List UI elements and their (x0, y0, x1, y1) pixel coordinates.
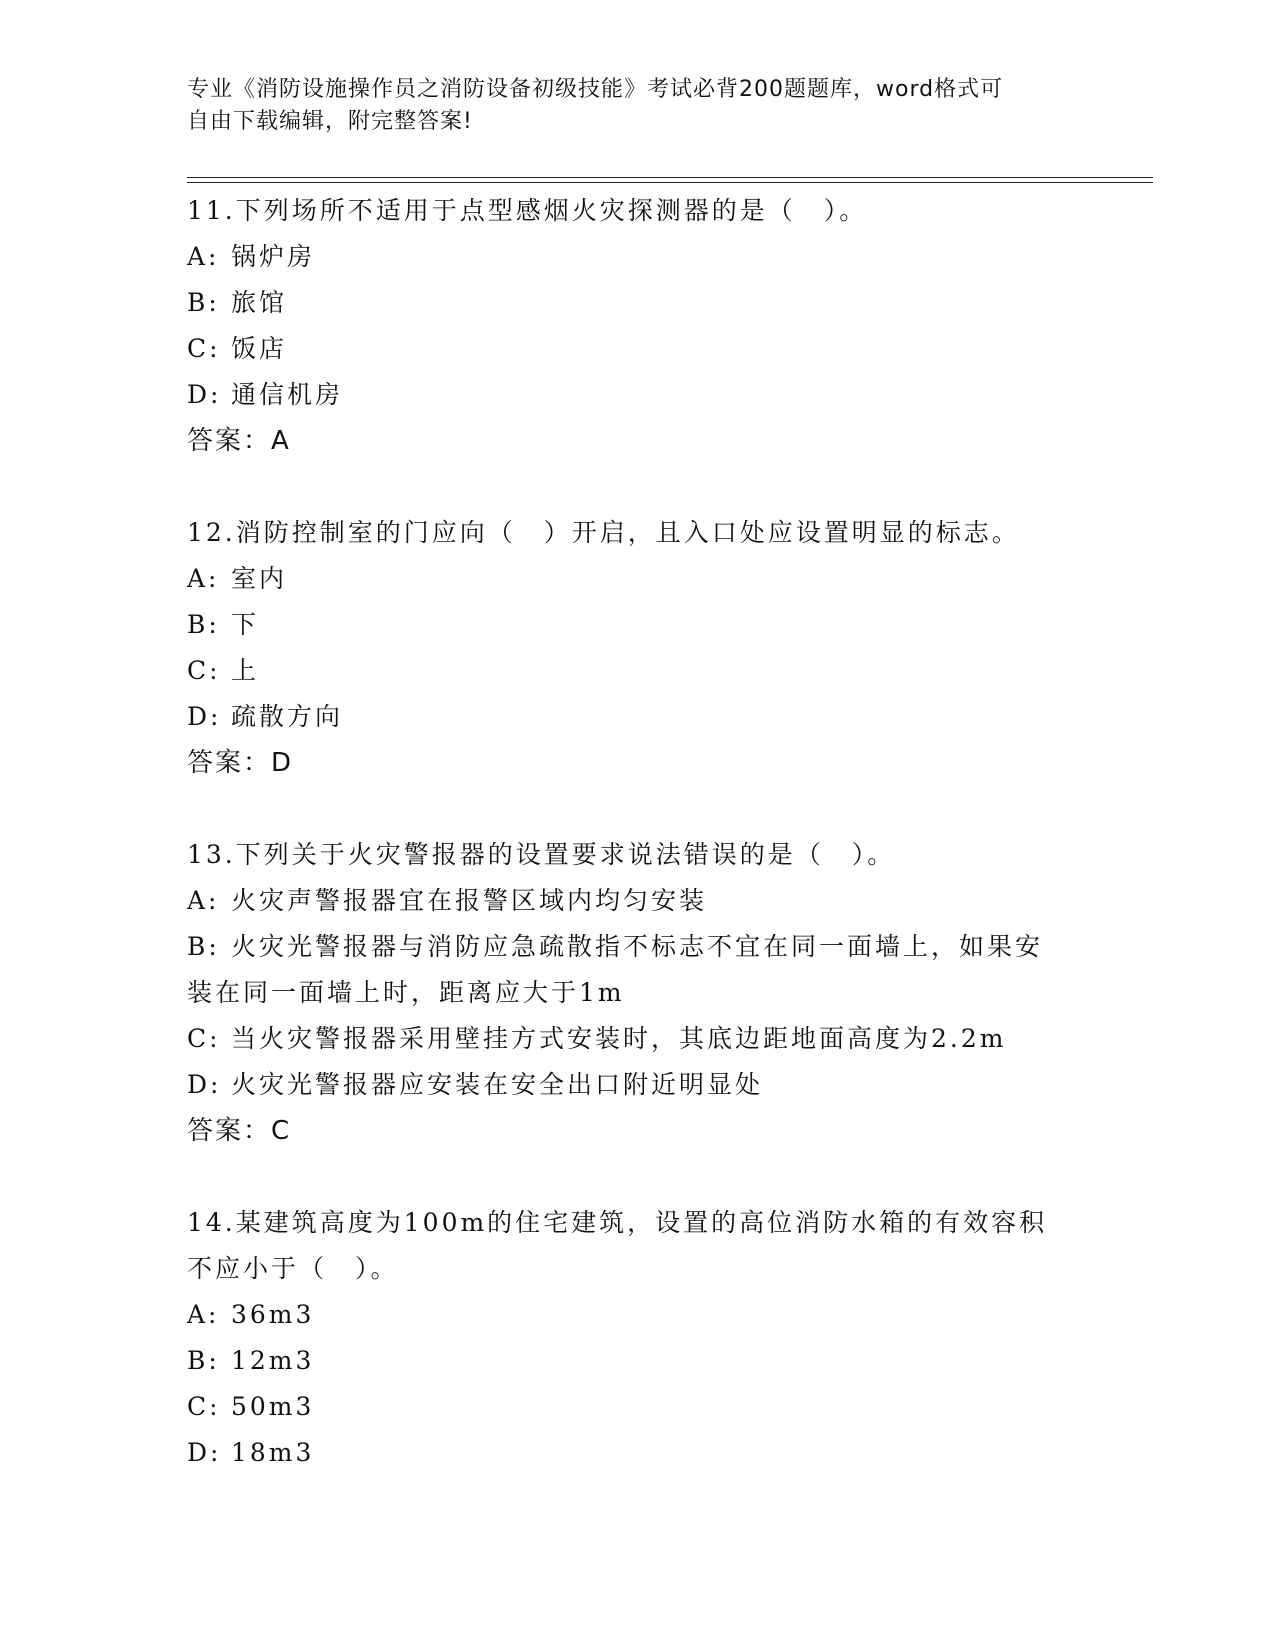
option-text: 火灾声警报器宜在报警区域内均匀安装 (231, 886, 708, 915)
answer-line: 答案：A (187, 426, 291, 456)
option-letter: C: (187, 656, 221, 685)
question-12 (187, 510, 1087, 786)
option-text: 当火灾警报器采用壁挂方式安装时，其底边距地面高度为2.2m (231, 1024, 1007, 1053)
answer-line: 答案：C (187, 1116, 292, 1146)
option-letter: D: (187, 1070, 222, 1099)
question-11 (187, 188, 1087, 464)
option-text: 饭店 (231, 334, 288, 363)
option-b (187, 1338, 1087, 1384)
option-a (187, 878, 1087, 924)
option-b (187, 280, 1087, 326)
option-b (187, 924, 1087, 970)
option-d (187, 372, 1087, 418)
question-14 (187, 1200, 1087, 1476)
option-letter: D: (187, 380, 222, 409)
option-letter: C: (187, 334, 221, 363)
option-text: 疏散方向 (231, 702, 344, 731)
question-stem: 11.下列场所不适用于点型感烟火灾探测器的是（ ）。 (187, 196, 868, 225)
header-divider-top (187, 177, 1153, 178)
option-a (187, 1292, 1087, 1338)
option-text: 火灾光警报器应安装在安全出口附近明显处 (231, 1070, 764, 1099)
option-text: 上 (231, 656, 260, 685)
answer-line: 答案：D (187, 748, 294, 778)
option-text: 通信机房 (231, 380, 344, 409)
option-d (187, 1062, 1087, 1108)
option-letter: B: (187, 610, 220, 639)
document-header (187, 74, 1087, 138)
header-divider-bottom (187, 182, 1153, 183)
option-text: 锅炉房 (231, 242, 316, 271)
option-c (187, 1384, 1087, 1430)
option-b (187, 602, 1087, 648)
question-stem: 12.消防控制室的门应向（ ）开启，且入口处应设置明显的标志。 (187, 518, 1020, 547)
option-letter: B: (187, 932, 220, 961)
option-text: 50m3 (231, 1392, 315, 1421)
option-b-continuation: 装在同一面墙上时，距离应大于1m (187, 978, 625, 1007)
option-letter: C: (187, 1392, 221, 1421)
option-text: 旅馆 (231, 288, 288, 317)
option-c (187, 326, 1087, 372)
option-letter: A: (187, 564, 220, 593)
option-text: 18m3 (231, 1438, 315, 1467)
option-a (187, 556, 1087, 602)
option-text: 室内 (231, 564, 288, 593)
option-c (187, 648, 1087, 694)
question-13 (187, 832, 1087, 1154)
option-letter: A: (187, 242, 220, 271)
question-list (187, 188, 1087, 1522)
option-letter: D: (187, 702, 222, 731)
option-d (187, 694, 1087, 740)
option-letter: A: (187, 1300, 220, 1329)
header-line-2: 自由下载编辑，附完整答案! (187, 109, 473, 134)
option-c (187, 1016, 1087, 1062)
option-text: 12m3 (231, 1346, 315, 1375)
option-d (187, 1430, 1087, 1476)
option-letter: D: (187, 1438, 222, 1467)
option-text: 下 (231, 610, 260, 639)
header-line-1: 专业《消防设施操作员之消防设备初级技能》考试必背200题题库，word格式可 (187, 77, 1004, 102)
option-text: 36m3 (231, 1300, 315, 1329)
question-stem: 13.下列关于火灾警报器的设置要求说法错误的是（ ）。 (187, 840, 896, 869)
option-letter: A: (187, 886, 220, 915)
option-text: 火灾光警报器与消防应急疏散指不标志不宜在同一面墙上，如果安 (231, 932, 1044, 961)
option-letter: B: (187, 288, 220, 317)
option-a (187, 234, 1087, 280)
question-stem-continuation: 不应小于（ ）。 (187, 1254, 399, 1283)
question-stem: 14.某建筑高度为100m的住宅建筑，设置的高位消防水箱的有效容积 (187, 1208, 1048, 1237)
option-letter: C: (187, 1024, 221, 1053)
option-letter: B: (187, 1346, 220, 1375)
